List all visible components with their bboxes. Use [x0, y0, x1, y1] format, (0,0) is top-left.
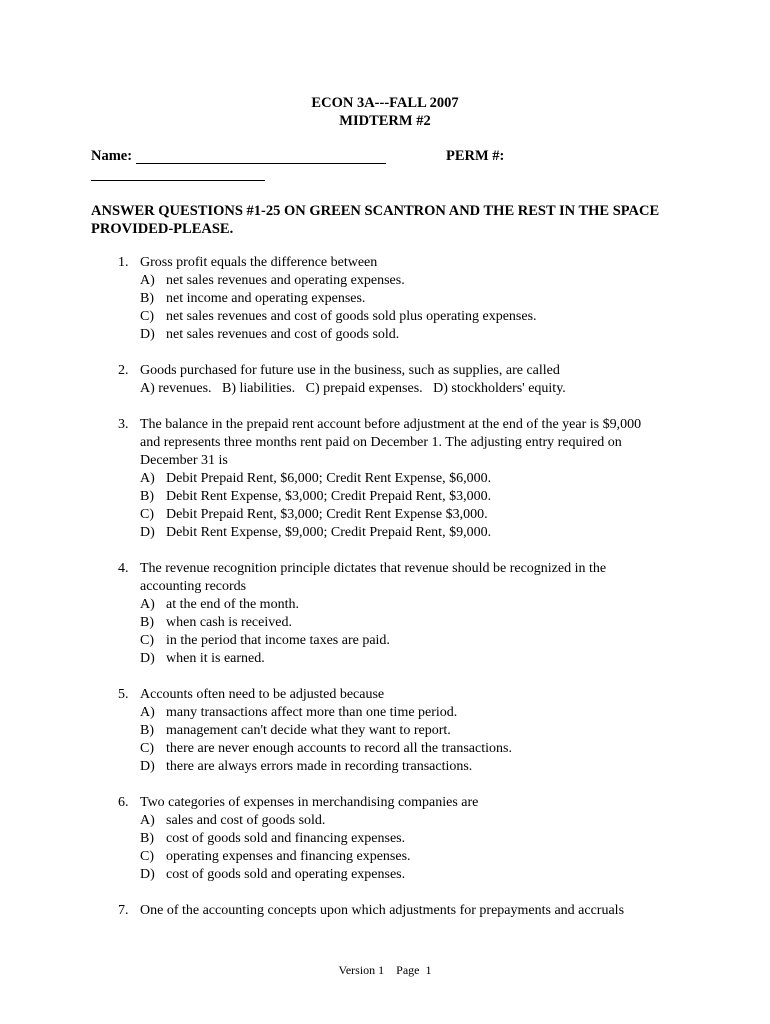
page-number: Page 1 — [396, 963, 432, 977]
option-text: many transactions affect more than one time period. — [166, 705, 458, 720]
answer-option — [140, 650, 770, 668]
option-letter: A) — [140, 273, 155, 288]
option-letter: D) — [140, 867, 155, 882]
answer-option — [140, 812, 770, 830]
question-number: 5. — [118, 687, 129, 702]
option-letter: C) — [140, 741, 154, 756]
answer-option — [140, 740, 770, 758]
option-text: Debit Rent Expense, $9,000; Credit Prepaid Rent, $9,000. — [166, 525, 492, 540]
option-text: Debit Prepaid Rent, $6,000; Credit Rent Expense, $6,000. — [166, 471, 492, 486]
option-text: Debit Rent Expense, $3,000; Credit Prepaid Rent, $3,000. — [166, 489, 492, 504]
question-number: 4. — [118, 561, 129, 576]
question-text: Gross profit equals the difference between — [140, 255, 378, 270]
option-letter: B) — [140, 615, 154, 630]
question-list — [0, 254, 770, 938]
option-text: cost of goods sold and operating expenses. — [166, 867, 406, 882]
question-text: Accounts often need to be adjusted because — [140, 687, 385, 702]
option-letter: A) — [140, 813, 155, 828]
option-text: there are always errors made in recording transactions. — [166, 759, 473, 774]
option-text: operating expenses and financing expenses. — [166, 849, 411, 864]
instructions: ANSWER QUESTIONS #1-25 ON GREEN SCANTRON AND THE REST IN THE SPACE PROVIDED-PLEASE. — [91, 203, 660, 237]
exam-title: MIDTERM #2 — [339, 113, 431, 129]
answer-options — [140, 596, 770, 668]
option-text: there are never enough accounts to record all the transactions. — [166, 741, 512, 756]
question-text: Goods purchased for future use in the business, such as supplies, are called — [140, 363, 560, 378]
question-text: One of the accounting concepts upon which adjustments for prepayments and accruals — [140, 903, 625, 918]
answer-option — [140, 272, 770, 290]
option-text: net sales revenues and cost of goods sold plus operating expenses. — [166, 309, 537, 324]
option-letter: B) — [140, 291, 154, 306]
perm-field[interactable] — [91, 180, 265, 181]
option-text: net sales revenues and operating expenses. — [166, 273, 405, 288]
option-text: cost of goods sold and financing expenses. — [166, 831, 406, 846]
version-label: Version 1 — [338, 963, 385, 977]
answer-option — [140, 704, 770, 722]
answer-option — [140, 866, 770, 884]
answer-option — [140, 506, 770, 524]
option-letter: C) — [140, 849, 154, 864]
question — [0, 416, 770, 542]
option-letter: C) — [140, 507, 154, 522]
answer-option — [140, 524, 770, 542]
question — [0, 902, 770, 920]
option-text: management can't decide what they want to report. — [166, 723, 451, 738]
question — [0, 686, 770, 776]
answer-option — [140, 632, 770, 650]
answer-option — [140, 488, 770, 506]
option-text: when cash is received. — [166, 615, 292, 630]
option-letter: D) — [140, 327, 155, 342]
question — [0, 794, 770, 884]
name-field[interactable] — [136, 163, 386, 164]
answer-options-inline: A) revenues. B) liabilities. C) prepaid expenses. D) stockholders' equity. — [140, 381, 566, 396]
option-text: at the end of the month. — [166, 597, 299, 612]
answer-option — [140, 614, 770, 632]
question-number: 2. — [118, 363, 129, 378]
question-number: 6. — [118, 795, 129, 810]
answer-option — [140, 830, 770, 848]
question-number: 7. — [118, 903, 129, 918]
answer-options — [140, 812, 770, 884]
question — [0, 362, 770, 398]
option-letter: B) — [140, 831, 154, 846]
answer-option — [140, 470, 770, 488]
name-label: Name: — [91, 148, 133, 164]
option-text: net sales revenues and cost of goods sold. — [166, 327, 400, 342]
page-footer — [0, 962, 770, 978]
perm-label: PERM #: — [446, 148, 505, 164]
question-text: Two categories of expenses in merchandising companies are — [140, 795, 479, 810]
option-letter: B) — [140, 723, 154, 738]
answer-option — [140, 722, 770, 740]
question — [0, 560, 770, 668]
question — [0, 254, 770, 344]
option-letter: C) — [140, 633, 154, 648]
course-title: ECON 3A---FALL 2007 — [311, 95, 459, 111]
option-letter: D) — [140, 525, 155, 540]
answer-option — [140, 290, 770, 308]
answer-option — [140, 326, 770, 344]
option-letter: B) — [140, 489, 154, 504]
option-text: sales and cost of goods sold. — [166, 813, 326, 828]
option-letter: D) — [140, 759, 155, 774]
option-letter: C) — [140, 309, 154, 324]
option-letter: A) — [140, 705, 155, 720]
question-number: 3. — [118, 417, 129, 432]
question-text: The revenue recognition principle dictates that revenue should be recognized in the accounting records — [140, 561, 607, 594]
option-letter: A) — [140, 471, 155, 486]
option-text: when it is earned. — [166, 651, 265, 666]
option-letter: A) — [140, 597, 155, 612]
answer-option — [140, 596, 770, 614]
answer-option — [140, 758, 770, 776]
question-text: The balance in the prepaid rent account before adjustment at the end of the year is $9,000 and represents three months rent paid on December 1. The adjusting entry required on December 31 is — [140, 417, 642, 468]
answer-options — [140, 272, 770, 344]
option-text: net income and operating expenses. — [166, 291, 366, 306]
question-number: 1. — [118, 255, 129, 270]
answer-option — [140, 308, 770, 326]
answer-option — [140, 848, 770, 866]
answer-options — [140, 470, 770, 542]
option-letter: D) — [140, 651, 155, 666]
answer-options — [140, 704, 770, 776]
option-text: Debit Prepaid Rent, $3,000; Credit Rent Expense $3,000. — [166, 507, 488, 522]
option-text: in the period that income taxes are paid. — [166, 633, 390, 648]
